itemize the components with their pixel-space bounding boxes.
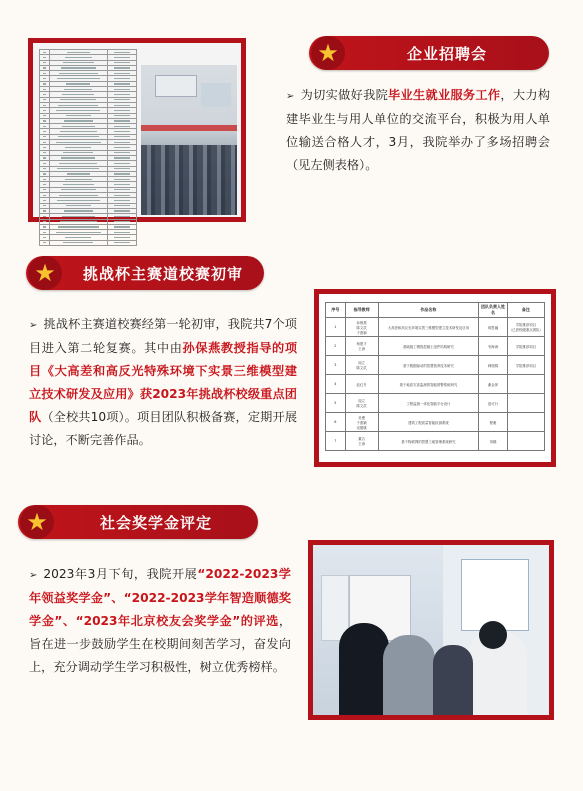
table-cell: 2 (326, 337, 346, 356)
star-icon: ★ (26, 508, 48, 536)
table-header-cell: 团队负责人姓名 (479, 303, 507, 318)
table-cell: 周立 陈文武 (345, 394, 378, 413)
table-header-cell: 指导教师 (345, 303, 378, 318)
recruitment-paragraph: ➢ 为切实做好我院毕业生就业服务工作，大力构建毕业生与用人单位的交流平台，积极为用人单位输送合格人才，3月，我院举办了多场招聘会（见左侧表格）。 (286, 88, 551, 172)
banner-title: 企业招聘会 (406, 44, 487, 63)
table-row (326, 394, 545, 413)
banner-scholarship (18, 505, 258, 539)
table-cell: 基础施工钢管混凝土组件结构研究 (378, 337, 479, 356)
scholarship-photo (313, 545, 549, 715)
table-cell: 4 (326, 375, 346, 394)
table-cell: 杨建才 王涛 (345, 337, 378, 356)
scholarship-paragraph: ➢ 2023年3月下旬，我院开展“2022-2023学年领益奖学金”、“2022-2023学年智造顺德奖学金”、“2023年北京校友会奖学金”的评选，旨在进一步鼓励学生在校期间刻苦学习，奋发向上，充分调动学生学习积极性，树立优秀榜样。 (29, 567, 291, 674)
table-cell: 基于数据驱动的智慧管养技术研究 (378, 356, 479, 375)
star-icon: ★ (317, 39, 339, 67)
project-table (325, 302, 545, 451)
table-row (326, 337, 545, 356)
table-cell: 周立 陈文武 (345, 356, 378, 375)
table-cell: 建筑工程质量智能检测系统 (378, 413, 479, 432)
star-icon: ★ (34, 259, 56, 287)
table-cell: 基于物联网的智慧工地管理系统研究 (378, 432, 479, 451)
table-header-cell: 作品名称 (378, 303, 479, 318)
table-row (326, 356, 545, 375)
table-cell (507, 432, 544, 451)
table-cell: 学院推荐项目 （已获校级重点团队） (507, 318, 544, 337)
table-cell: 1 (326, 318, 346, 337)
table-header-cell: 序号 (326, 303, 346, 318)
table-cell: 5 (326, 394, 346, 413)
banner-title: 挑战杯主赛道校赛初审 (82, 264, 243, 283)
table-cell: 吴俊 于燕颖 吴德康 (345, 413, 378, 432)
table-cell: 范可行 (479, 394, 507, 413)
table-cell: 基于地质灾害监测的智能预警系统研究 (378, 375, 479, 394)
table-cell: 韦海涛 (479, 337, 507, 356)
recruitment-list-image (39, 49, 137, 246)
banner-challenge (26, 256, 264, 290)
recruitment-photo (33, 43, 241, 217)
project-table-frame (314, 289, 556, 467)
recruitment-photo-frame (28, 38, 246, 222)
project-table-wrap (325, 302, 545, 451)
table-cell: 董吉 王涛 (345, 432, 378, 451)
table-cell: 谢金萍 (479, 375, 507, 394)
table-row (326, 413, 545, 432)
table-cell: 6 (326, 413, 346, 432)
table-row (326, 318, 545, 337)
banner-title: 社会奖学金评定 (99, 513, 212, 532)
table-cell: 工程监测一体化智能平台设计 (378, 394, 479, 413)
table-cell: 7 (326, 432, 346, 451)
scholarship-photo-frame (308, 540, 554, 720)
table-cell: 大高差和高反光环境实景三维模型建立技术研发及应用 (378, 318, 479, 337)
table-cell (507, 375, 544, 394)
table-row (326, 432, 545, 451)
table-row (326, 375, 545, 394)
arrow-bullet-icon: ➢ (29, 320, 38, 331)
table-cell: 韩瑞锦 (479, 356, 507, 375)
challenge-paragraph: ➢ 挑战杯主赛道校赛经第一轮初审，我院共7个项目进入第二轮复赛。其中由孙保燕教授指导的项目《大高差和高反光特殊环境下实景三维模型建立技术研发及应用》获2023年挑战杯校级重点团队（全校共10项）。项目团队积极备赛，定期开展讨论，不断完善作品。 (29, 317, 298, 447)
table-header-cell: 备注 (507, 303, 544, 318)
table-cell: 程雅 (479, 413, 507, 432)
lecture-hall-photo (141, 65, 237, 215)
banner-recruitment (309, 36, 549, 70)
table-cell: 刘娜 (479, 432, 507, 451)
table-cell: 学院推荐项目 (507, 356, 544, 375)
arrow-bullet-icon: ➢ (29, 570, 38, 581)
table-cell: 蒋思瀚 (479, 318, 507, 337)
table-cell (507, 413, 544, 432)
arrow-bullet-icon: ➢ (286, 91, 295, 102)
table-cell: 赵红冬 (345, 375, 378, 394)
table-cell: 孙保燕 陈文武 于燕颖 (345, 318, 378, 337)
table-cell (507, 394, 544, 413)
table-cell: 学院推荐项目 (507, 337, 544, 356)
table-cell: 3 (326, 356, 346, 375)
